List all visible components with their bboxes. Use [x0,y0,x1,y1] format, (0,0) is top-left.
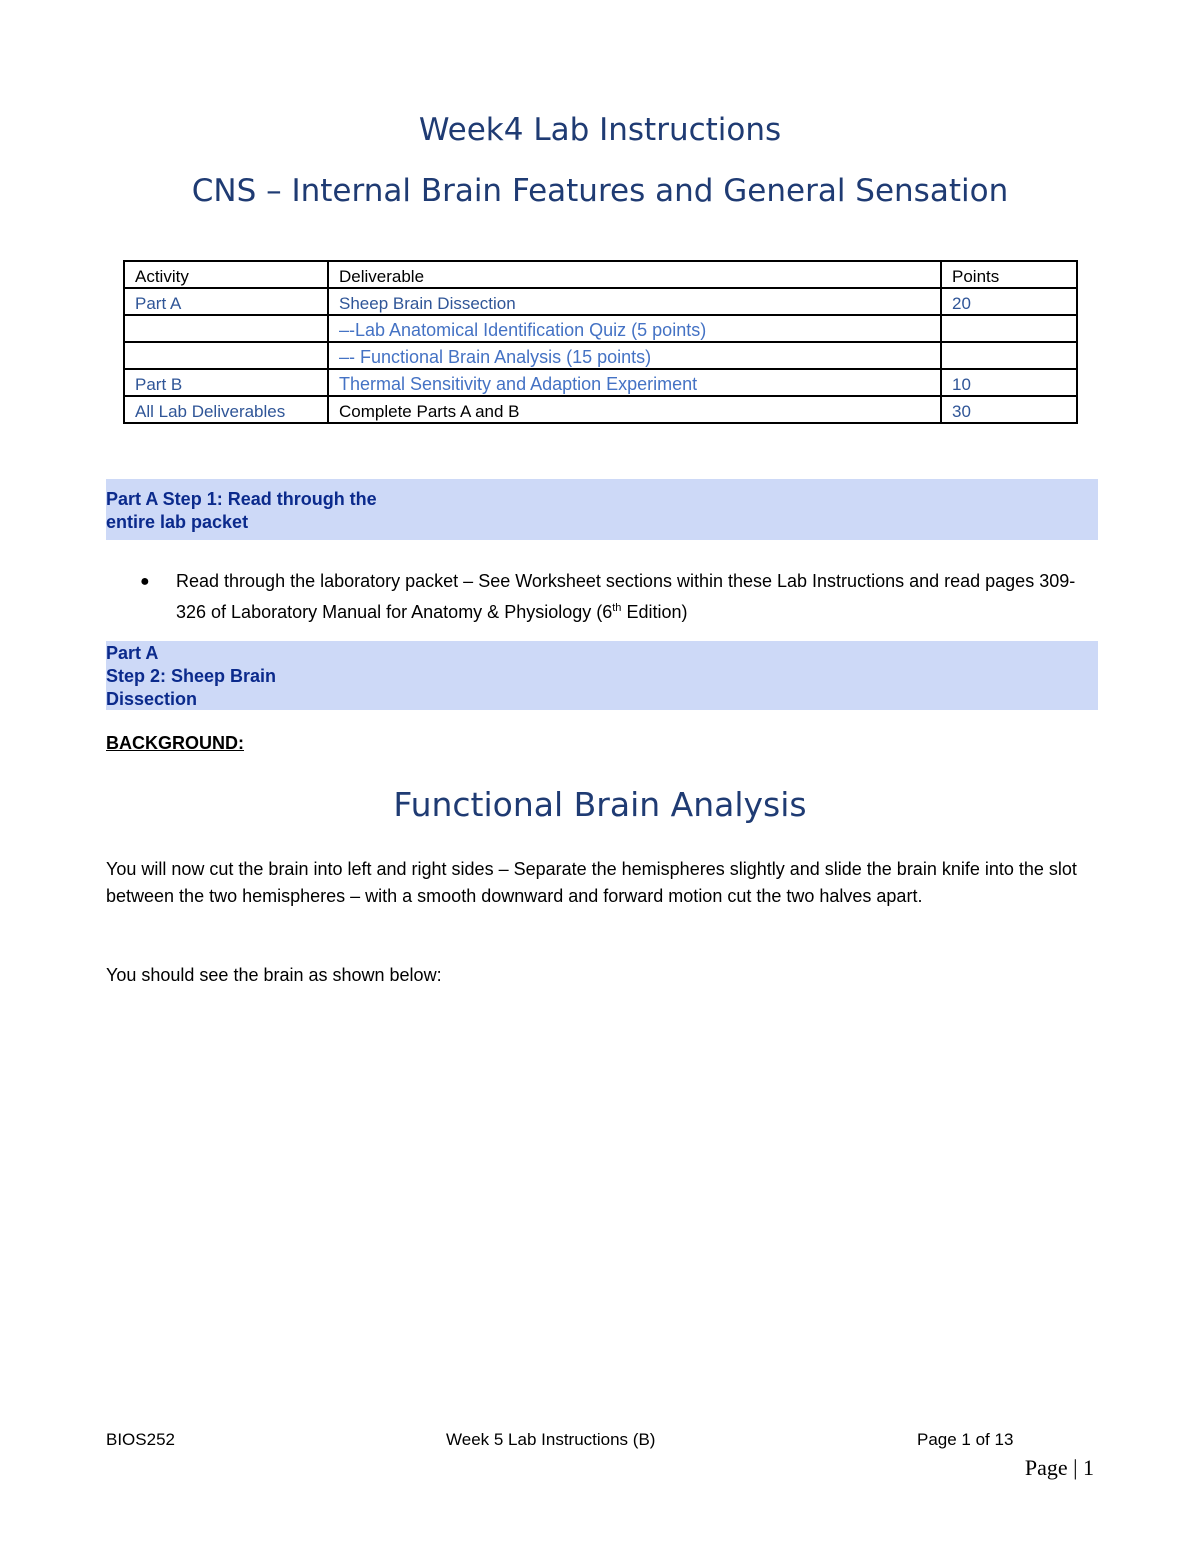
points-cell [941,315,1077,342]
table-row [124,369,1077,396]
header-deliverable: Deliverable [328,261,941,288]
instruction-paragraph: You should see the brain as shown below: [106,965,442,985]
step2-heading-line3: Dissection [106,689,198,709]
deliverable-cell: –- Functional Brain Analysis (15 points) [328,342,941,369]
footer-page-count: Page 1 of 13 [917,1430,1014,1449]
points-cell: 30 [941,396,1077,423]
step2-heading-line1: Part A [106,643,159,663]
bullet-text [176,568,1076,626]
page-number-mark: Page | 1 [1024,1455,1094,1480]
activity-cell: All Lab Deliverables [124,396,328,423]
activity-cell [124,315,328,342]
instruction-paragraph: You will now cut the brain into left and right sides – Separate the hemispheres slightly and slide the brain knife into the slot between the two hemispheres – with a smooth downward and forward motion cut the two halves apart. [106,859,1077,906]
points-cell [941,342,1077,369]
step1-heading-line1: Part A Step 1: Read through the [106,489,377,509]
table-row [124,342,1077,369]
points-cell: 20 [941,288,1077,315]
deliverable-cell: Complete Parts A and B [328,396,941,423]
header-points: Points [941,261,1077,288]
footer-document-name: Week 5 Lab Instructions (B) [446,1430,656,1449]
bullet-text-main: Read through the laboratory packet – See Worksheet sections within these Lab Instructions and read pages 309-326 of Laboratory Manual for Anatomy & Physiology (6 [176,571,1076,622]
header-activity: Activity [124,261,328,288]
deliverables-table [123,260,1078,424]
footer-course-code: BIOS252 [106,1430,175,1449]
step2-heading-band [106,641,1098,710]
step1-heading-line2: entire lab packet [106,512,249,532]
table-row [124,288,1077,315]
activity-cell: Part A [124,288,328,315]
document-title: Week4 Lab Instructions [418,112,782,148]
step1-heading-band [106,479,1098,540]
points-cell: 10 [941,369,1077,396]
activity-cell: Part B [124,369,328,396]
table-row [124,315,1077,342]
deliverable-cell: Sheep Brain Dissection [328,288,941,315]
bullet-superscript: th [612,602,622,614]
document-subtitle: CNS – Internal Brain Features and General Sensation [191,173,1009,209]
step2-heading-line2: Step 2: Sheep Brain [106,666,277,686]
bullet-icon: ● [140,573,150,590]
deliverable-cell: Thermal Sensitivity and Adaption Experiment [328,369,941,396]
activity-cell [124,342,328,369]
table-row [124,396,1077,423]
section-title: Functional Brain Analysis [393,785,807,824]
background-heading: BACKGROUND: [106,733,244,753]
table-header-row [124,261,1077,288]
bullet-text-end: Edition) [621,602,688,622]
deliverable-cell: –-Lab Anatomical Identification Quiz (5 points) [328,315,941,342]
